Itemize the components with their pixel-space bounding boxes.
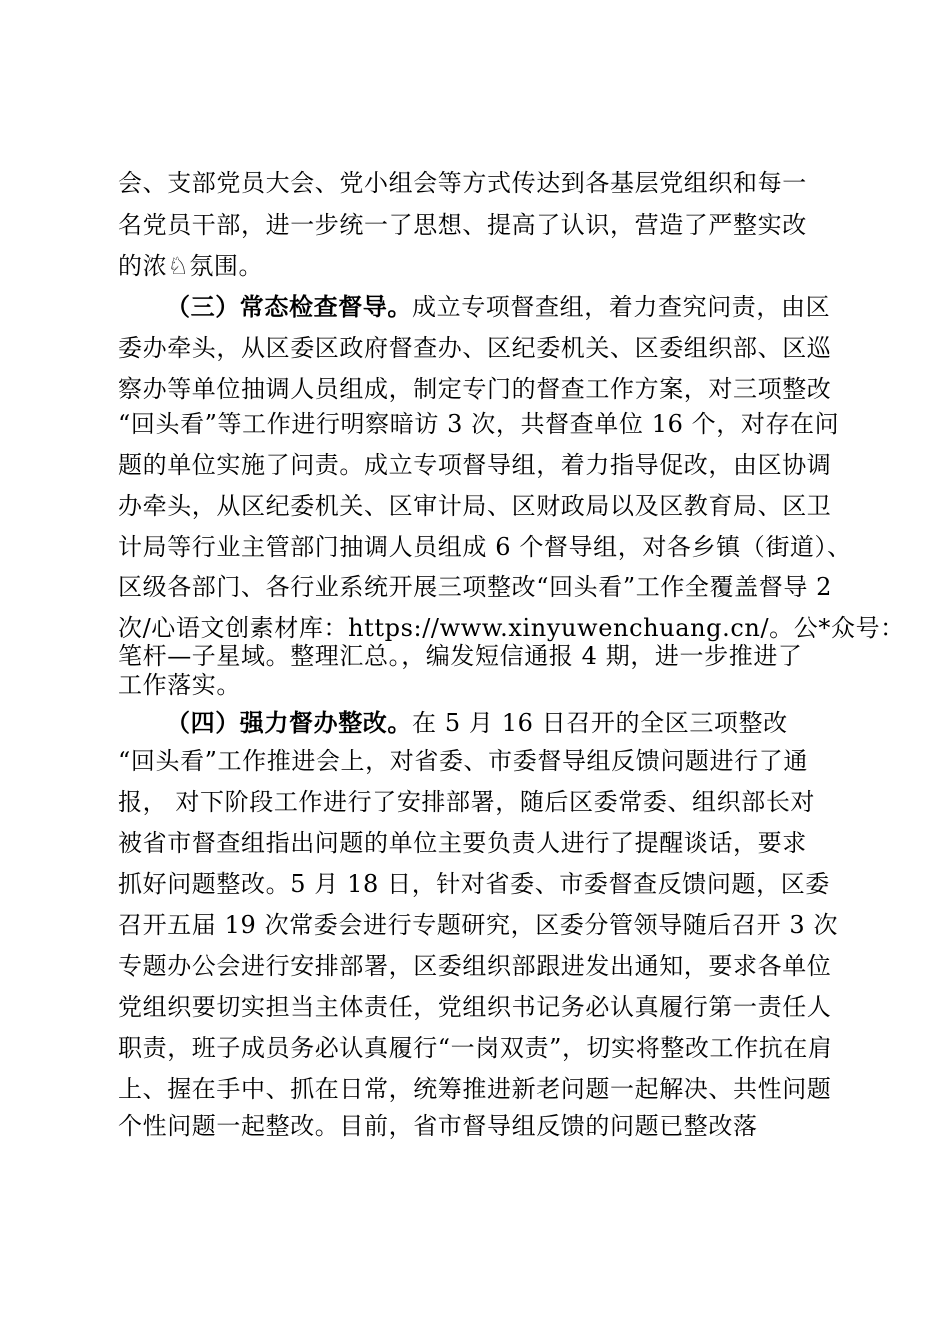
text-line: 题的单位实施了问责。成立专项督导组，着力指导促改，由区协调 (118, 451, 832, 479)
section-3-text: 成立专项督查组，着力查究问责，由区 (412, 293, 831, 321)
text-line: 会、支部党员大会、党小组会等方式传达到各基层党组织和每一 (118, 169, 807, 197)
text-line: 次/心语文创素材库：https://www.xinyuwenchuang.cn/。公*众号： (118, 614, 905, 642)
text-line: 召开五届 19 次常委会进行专题研究，区委分管领导随后召开 3 次 (118, 911, 839, 939)
text-line: 被省市督查组指出问题的单位主要负责人进行了提醒谈话，要求 (118, 829, 807, 857)
text-line: 名党员干部，进一步统一了思想、提高了认识，营造了严整实改 (118, 211, 807, 239)
section-3-first-line (166, 292, 830, 322)
text-line: 个性问题一起整改。目前，省市督导组反馈的问题已整改落 (118, 1112, 758, 1140)
section-3-heading: （三）常态检查督导。 (166, 292, 412, 321)
text-line: “回头看”工作推进会上，对省委、市委督导组反馈问题进行了通 (118, 747, 808, 775)
text-line: 工作落实。 (118, 671, 241, 699)
text-line: 上、握在手中、抓在日常，统筹推进新老问题一起解决、共性问题 (118, 1075, 832, 1103)
text-line: “回头看”等工作进行明察暗访 3 次，共督查单位 16 个，对存在问 (118, 410, 840, 438)
text-line: 的浓♘氛围。 (118, 252, 264, 280)
text-line: 报， 对下阶段工作进行了安排部署，随后区委常委、组织部长对 (118, 788, 816, 816)
text-line: 办牵头，从区纪委机关、区审计局、区财政局以及区教育局、区卫 (118, 492, 832, 520)
section-4-text: 在 5 月 16 日召开的全区三项整改 (412, 709, 788, 737)
text-line: 专题办公会进行安排部署，区委组织部跟进发出通知，要求各单位 (118, 952, 832, 980)
section-4-heading: （四）强力督办整改。 (166, 708, 412, 737)
text-line: 区级各部门、各行业系统开展三项整改“回头看”工作全覆盖督导 2 (118, 573, 833, 601)
section-4-first-line (166, 708, 788, 738)
text-line: 计局等行业主管部门抽调人员组成 6 个督导组，对各乡镇（街道）、 (118, 533, 852, 561)
text-line: 委办牵头，从区委区政府督查办、区纪委机关、区委组织部、区巡 (118, 334, 832, 362)
text-line: 察办等单位抽调人员组成，制定专门的督查工作方案，对三项整改 (118, 375, 832, 403)
text-line: 笔杆—子星域。整理汇总。，编发短信通报 4 期，进一步推进了 (118, 642, 803, 670)
text-line: 职责，班子成员务必认真履行“一岗双责”，切实将整改工作抗在肩 (118, 1034, 833, 1062)
text-line: 党组织要切实担当主体责任，党组织书记务必认真履行第一责任人 (118, 993, 832, 1021)
text-line: 抓好问题整改。5 月 18 日，针对省委、市委督查反馈问题，区委 (118, 870, 830, 898)
